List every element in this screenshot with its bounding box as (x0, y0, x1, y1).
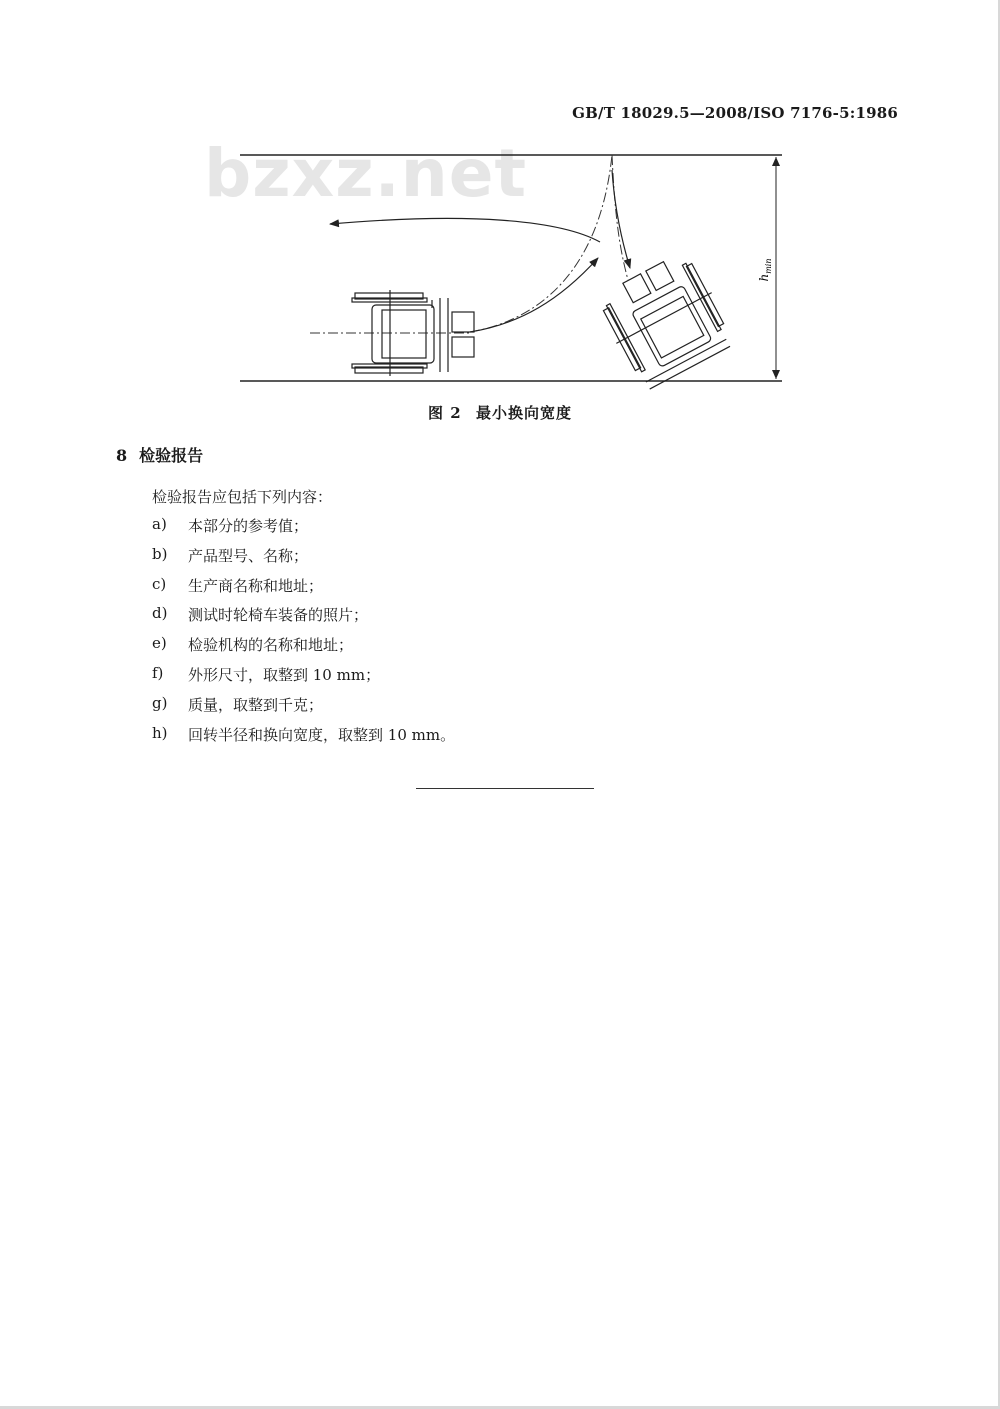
list-item: c) 生产商名称和地址； (152, 574, 324, 595)
list-item: b) 产品型号、名称； (152, 544, 309, 565)
watermark: bzxz.net (204, 135, 528, 212)
standard-number: GB/T 18029.5—2008/ISO 7176-5:1986 (572, 104, 898, 122)
section-heading (116, 443, 203, 466)
list-item: a) 本部分的参考值； (152, 515, 309, 535)
wheelchair-right (593, 249, 738, 393)
list-item: f) 外形尺寸，取整到 10 mm； (152, 663, 381, 684)
figure-title: 最小换向宽度 (475, 404, 572, 422)
list-item: e) 检验机构的名称和地址； (152, 634, 354, 655)
svg-text:hmin: $h_{min}$ (757, 258, 773, 282)
reverse-arrow (330, 218, 600, 242)
list-item: h) 回转半径和换向宽度，取整到 10 mm。 (152, 723, 456, 744)
list-item: d) 测试时轮椅车装备的照片； (152, 604, 369, 625)
turn-path-upper (612, 155, 628, 280)
list-item: g) 质量，取整到千克； (152, 693, 324, 714)
turn-path-lower (470, 155, 612, 332)
section-title: 检验报告 (139, 446, 204, 465)
section-number: 8 (116, 446, 128, 465)
figure-caption (0, 402, 1000, 423)
dimension-label (757, 258, 773, 281)
forward-arrow-lower (470, 258, 598, 332)
section-intro: 检验报告应包括下列内容： (152, 488, 333, 506)
figure-2-diagram (0, 140, 1000, 395)
figure-number: 图 2 (428, 404, 462, 422)
end-rule (416, 788, 594, 789)
forward-arrow-upper (612, 170, 630, 268)
report-items-list (152, 515, 455, 753)
